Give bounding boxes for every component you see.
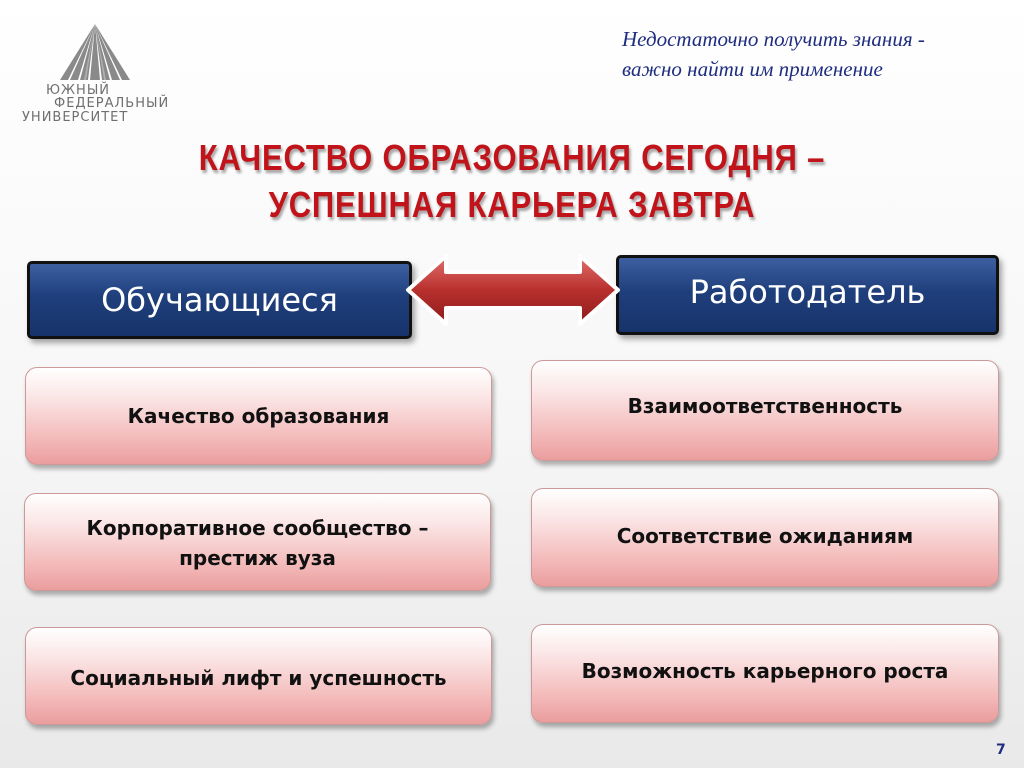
- box-text: Возможность карьерного роста: [581, 658, 949, 683]
- motto: [622, 24, 1012, 84]
- employer-box-expectations: [531, 488, 999, 587]
- employer-box-mutual-responsibility: [531, 360, 999, 461]
- box-text: престиж вуза: [179, 546, 336, 570]
- page-number: 7: [996, 742, 1006, 758]
- header-students: Обучающиеся: [27, 261, 412, 339]
- box-text: Качество образования: [127, 404, 390, 428]
- double-arrow-icon: [402, 252, 624, 328]
- logo-text-line-3: УНИВЕРСИТЕТ: [22, 110, 129, 125]
- box-text: Взаимоответственность: [627, 393, 903, 418]
- logo-text-line-2: ФЕДЕРАЛЬНЫЙ: [54, 96, 170, 111]
- box-text: Социальный лифт и успешность: [70, 666, 447, 690]
- logo-text-line-1: ЮЖНЫЙ: [46, 83, 111, 98]
- motto-line-2: важно найти им применение: [622, 57, 883, 81]
- slide-title-line-2: УСПЕШНАЯ КАРЬЕРА ЗАВТРА: [268, 184, 756, 225]
- box-text: Корпоративное сообщество –: [86, 516, 429, 540]
- students-box-corporate-community: [24, 493, 491, 591]
- students-box-education-quality: [25, 367, 492, 465]
- header-employer: Работодатель: [616, 255, 999, 335]
- slide-title-line-1: КАЧЕСТВО ОБРАЗОВАНИЯ СЕГОДНЯ –: [198, 137, 826, 178]
- motto-line-1: Недостаточно получить знания -: [622, 27, 925, 51]
- slide-title: [72, 134, 953, 228]
- employer-box-career-growth: [531, 624, 999, 723]
- box-text: Соответствие ожиданиям: [616, 523, 914, 548]
- university-emblem-icon: [50, 22, 140, 84]
- university-logo: [20, 22, 190, 132]
- students-box-social-lift: [25, 627, 492, 725]
